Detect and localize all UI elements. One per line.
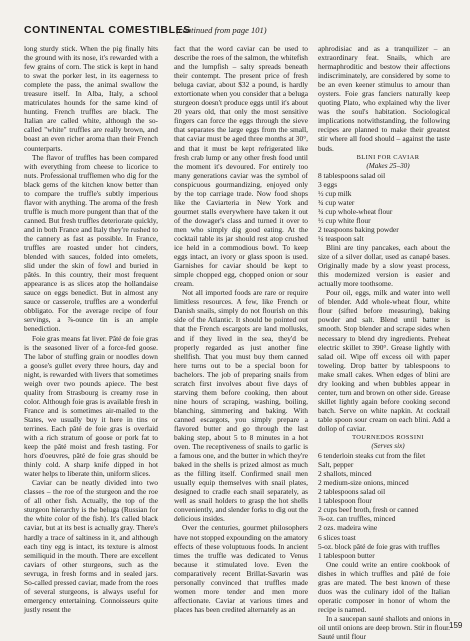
paragraph: aphrodisiac and as a tranquilizer – an extraordinary feat. Snails, which are hermaphroditic and bestow their affections indiscriminately, are considered by some to be an even keener stimulus to amour than oysters. Foie gras fanciers naturally keep quoting Plato, who explained why the liver was the soul's habitation. Sociological implications notwithstanding, the following recipes are planned to make their greatest stir where all food should – against the taste buds. <box>318 44 450 153</box>
ingredient: 8 tablespoons salad oil <box>318 170 386 180</box>
ingredient: ¾ cup water <box>318 197 355 207</box>
ingredient: 2 medium-size onions, minced <box>318 478 409 488</box>
paragraph: The flavor of truffles has been compared with everything from cheese to licorice to nuts. Professional trufflemen who dig for the black gems of the kitchen know better than to compare the truffle's subtly imperious flavor with anything. The aroma of the fresh truffle is much more pungent than that of the canned. But fresh truffles deteriorate quickly, and in both France and Italy they're rushed to the cannery as fast as possible. In France, truffles are roasted under hot cinders, blended with sauces, folded into omelets, slid under the skin of fowl and buried in pâtés. In this country, their most frequent appearance is as slices atop the hollandaise sauce on eggs benedict. But in almost any sauce or casserole, truffles are a wonderful obbligato. For the average recipe of four servings, a ⅞-ounce tin is an ample benediction. <box>24 152 158 334</box>
ingredient: 6 slices toast <box>318 532 356 542</box>
ingredient: 1 tablespoon flour <box>318 496 372 506</box>
recipe-yield-tournedos: (Serves six) <box>371 442 405 451</box>
section-title: CONTINENTAL COMESTIBLES <box>24 24 191 36</box>
ingredient: Salt, pepper <box>318 460 354 470</box>
page-number: 159 <box>449 621 463 630</box>
paragraph: fact that the word caviar can be used to describe the roes of the salmon, the whitefish and the lumpfish – salty spreads beneath their contempt. The present price of fresh beluga caviar, about $32 a pound, is hardly extortionate when you consider that a beluga sturgeon doesn't produce eggs until it's about 20 years old, that only the most sensitive fingers can force the eggs through the sieve that separates the large eggs from the small, that caviar must be aged three months at 30°, and that it must be kept refrigerated like fresh crab lump or any other fresh food until the moment it's devoured. For entirely too many generations caviar was the symbol of conspicuous gourmandizing, enjoyed only by the top carriage trade. Now food shops like the Caviarteria in New York and gourmet stalls everywhere have taken it out of the dowager's class and turned it over to men who simply dig good eating. At the cocktail table its jar should rest atop crushed ice held in a commodious bowl. To keep eggs intact, an ivory or glass spoon is used. Garnishes for caviar should be kept to simple chopped egg, chopped onion or sour cream. <box>174 44 308 289</box>
ingredient: 2 ozs. madeira wine <box>318 523 378 533</box>
recipe-method: Pour oil, eggs, milk and water into well of blender. Add whole-wheat flour, white flour (sifted before measuring), baking powder and salt. Blend until batter is smooth. Stop blender and scrape sides when necessary to blend dry ingredients. Preheat electric skillet to 390°. Grease lightly with salad oil. Wipe off excess oil with paper toweling. Drop batter by tablespoons to make small cakes. When edges of blini are dry looking and when bubbles appear in center, turn and brown on other side. Grease skillet lightly again before cooking second batch. Serve on white napkin. At cocktail table spoon sour cream on each blini. Add a dollop of caviar. <box>318 288 450 433</box>
recipe-method: In a saucepan sauté shallots and onions in oil until onions are deep brown. Stir in flour. Sauté until flour <box>318 613 450 641</box>
column-3 <box>318 44 450 641</box>
ingredient: 2 cups beef broth, fresh or canned <box>318 505 419 515</box>
recipe-yield-blini: (Makes 25–30) <box>366 161 410 170</box>
paragraph: Foie gras means fat liver. Pâté de foie gras is the seasoned liver of a force-fed goose. The labor of stuffing grain or noodles down a goose's gullet every three hours, day and night, is rewarded with livers that sometimes weigh over two pounds apiece. The best quality from Strasbourg is creamy rose in color. Although foie gras is available fresh in France and is sometimes air-mailed to the States, we usually buy it here in tins or terrines. Each pâté de foie gras is overlaid with a rich stratum of goose or pork fat to keep the pâté moist and fresh tasting. For hors d'oeuvres, pâté de foie gras should be thinly cold. A sharp knife dipped in hot water helps to liberate thin, uniform slices. <box>24 333 158 479</box>
paragraph: long sturdy stick. When the pig finally hits the ground with its nose, it's rewarded with a few grains of corn. The stick is kept in hand to swat the porker lest, in its eagerness to complete the pass, the animal swallow the treasure itself. In Alba, Italy, a school matriculates hounds for the same kind of hunting. French truffles are black. The Italian are called white, although the so-called "white" truffles are really brown, and boast an even richer aroma than their French counterparts. <box>24 44 158 153</box>
ingredient: ⅞-oz. can truffles, minced <box>318 514 396 524</box>
ingredient: ¾ cup whole-wheat flour <box>318 206 393 216</box>
ingredient: 6 tenderloin steaks cut from the filet <box>318 451 426 461</box>
ingredient: 3 eggs <box>318 179 338 189</box>
paragraph: Not all imported foods are rare or require limitless resources. A few, like French or Danish snails, simply do not flourish on this side of the Atlantic. It should be pointed out that the French escargots are land mollusks, and if they lived in the sea, they'd be properly regarded as just another fine shellfish. That you must buy them canned here turns out to be a special boon for bachelors. The job of preparing snails from scratch first involves about five days of starving them before cooking, then about nine hours of scraping, washing, boiling, blanching, simmering and baking. With canned escargots, you simply prepare a flavored butter and go through the last baking step, about 5 to 8 minutes in a hot oven. The receptiveness of snails to garlic is a famous one, and the butter in which they're baked in the shells is prized almost as much as the filling itself. Confirmed snail men usually equip themselves with snail plates, designed to cradle each snail separately, as well as snail holders to grasp the hot shells conveniently, and slender forks to dig out the delicious insides. <box>174 288 308 524</box>
ingredient: 2 shallots, minced <box>318 469 372 479</box>
paragraph: Over the centuries, gourmet philosophers have not stopped expounding on the amatory effects of these voluptuous foods. In ancient times the truffle was dedicated to Venus because it stimulated love. Even the comparatively recent Brillat-Savarin was personally convinced that truffles made women more tender and men more affectionate. Caviar at various times and places has been credited alternately as an <box>174 523 308 614</box>
ingredient-list-tournedos <box>318 451 450 560</box>
ingredient-list-blini <box>318 171 450 243</box>
ingredient: ½ cup white flour <box>318 215 371 225</box>
continued-note: (continued from page 101) <box>176 25 267 35</box>
ingredient: 1 tablespoon butter <box>318 550 375 560</box>
column-1 <box>24 44 158 614</box>
ingredient: ½ cup milk <box>318 188 352 198</box>
recipe-method: One could write an entire cookbook of dishes in which truffles and pâté de foie gras are mated. The best known of these duos was the culinary idol of the Italian operatic composer in honor of whom the recipe is named. <box>318 559 450 614</box>
recipe-title-blini: BLINI FOR CAVIAR <box>356 153 420 161</box>
ingredient: 5-oz. block pâté de foie gras with truffles <box>318 541 440 551</box>
paragraph: Caviar can be neatly divided into two classes – the roe of the sturgeon and the roe of all other fish. Actually, the top of the sturgeon hierarchy is the beluga (Russian for the white color of the fish). It's called black caviar, but at its best is actually gray. There's hardly a trace of saltiness in it, and although each tiny egg is intact, its texture is almost semiliquid in the mouth. There are excellent caviars of other sturgeons, such as the sevruga, in fresh forms and in sealed jars. So-called pressed caviar, made from the roes of several sturgeons, is always useful for emergency entertaining. Connoisseurs quite justly resent the <box>24 478 158 614</box>
ingredient: ¼ teaspoon salt <box>318 233 364 243</box>
recipe-method: Blini are tiny pancakes, each about the size of a silver dollar, used as canapé bases. Originally made by a slow yeast process, this modernized version is easier and actually more toothsome. <box>318 243 450 289</box>
column-2 <box>174 44 308 614</box>
ingredient: 2 tablespoons salad oil <box>318 487 386 497</box>
ingredient: 2 teaspoons baking powder <box>318 224 399 234</box>
recipe-title-tournedos: TOURNEDOS ROSSINI <box>352 434 424 442</box>
